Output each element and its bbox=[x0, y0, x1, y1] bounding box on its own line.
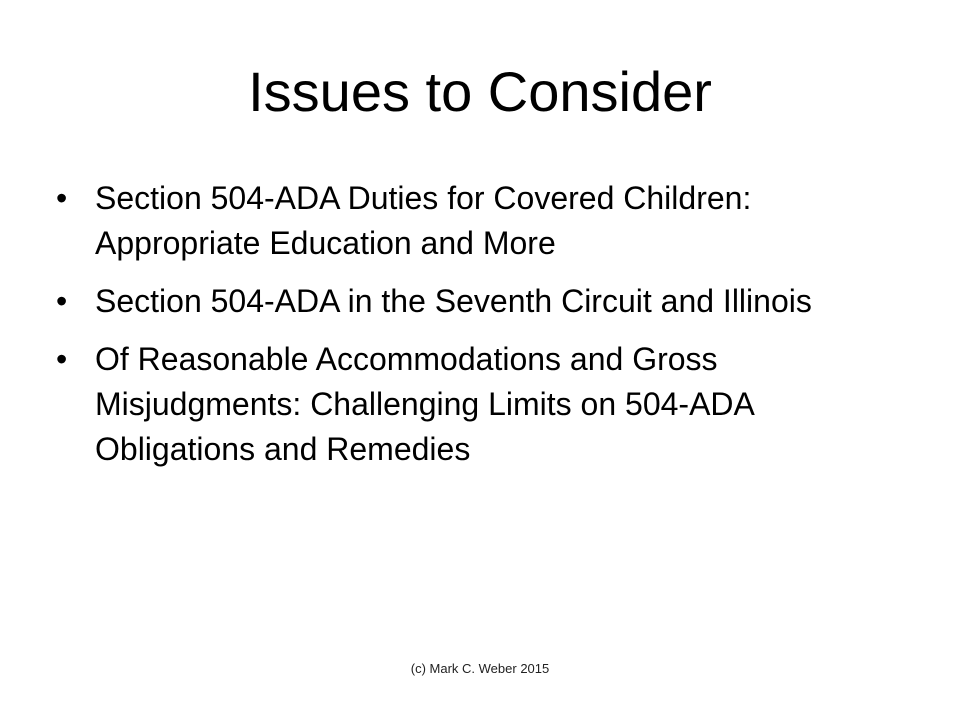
bullet-text: Section 504-ADA in the Seventh Circuit and Illinois bbox=[95, 283, 812, 319]
bullet-dot-icon: • bbox=[56, 341, 68, 377]
bullet-item bbox=[56, 279, 916, 324]
slide-title: Issues to Consider bbox=[248, 60, 712, 123]
bullet-text: Of Reasonable Accommodations and Gross Misjudgments: Challenging Limits on 504-ADA Obligations and Remedies bbox=[95, 341, 754, 467]
bullet-dot-icon: • bbox=[56, 283, 68, 319]
bullet-list bbox=[56, 176, 916, 485]
bullet-dot-icon: • bbox=[56, 180, 68, 216]
footer-copyright: (c) Mark C. Weber 2015 bbox=[410, 661, 550, 676]
bullet-item bbox=[56, 176, 916, 266]
bullet-item bbox=[56, 337, 916, 472]
bullet-text: Section 504-ADA Duties for Covered Children: Appropriate Education and More bbox=[95, 180, 752, 261]
